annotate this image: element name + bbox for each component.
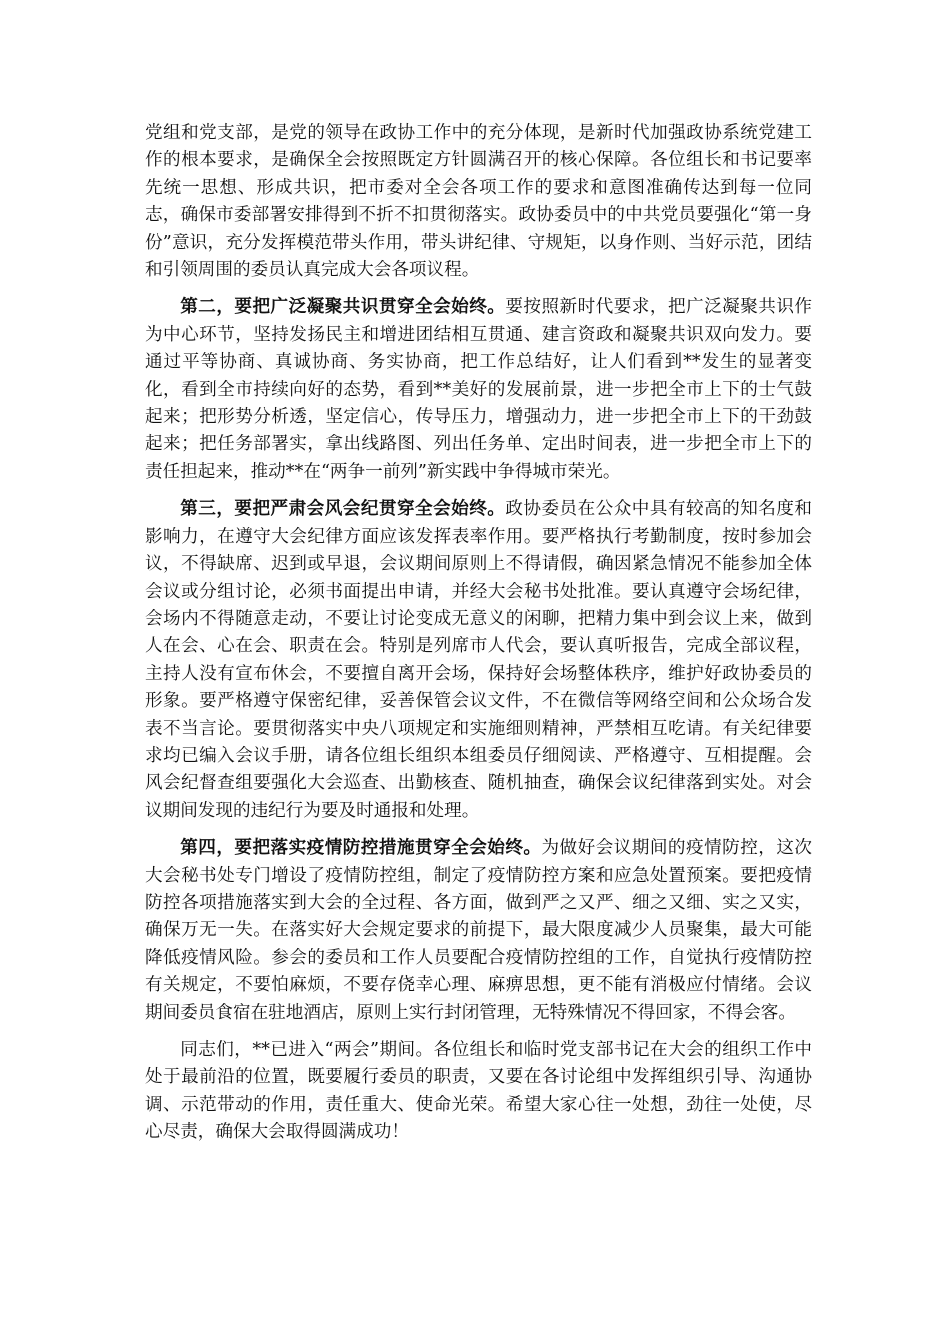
paragraph-text: 为做好会议期间的疫情防控，这次大会秘书处专门增设了疫情防控组，制定了疫情防控方案和应急处置预案。要把疫情防控各项措施落实到大会的全过程、各方面，做到严之又严、细之又细、实之又实，确保万无一失。在落实好大会规定要求的前提下，最大限度减少人员聚集，最大可能降低疫情风险。参会的委员和工作人员要配合疫情防控组的工作，自觉执行疫情防控有关规定，不要怕麻烦，不要存侥幸心理、麻痹思想，更不能有消极应付情绪。会议期间委员食宿在驻地酒店，原则上实行封闭管理，无特殊情况不得回家，不得会客。 [145,838,812,1023]
document-body [145,120,812,1157]
paragraph-epidemic-control [145,835,812,1027]
paragraph-consensus [145,294,812,486]
paragraph-lead: 第四，要把落实疫情防控措施贯穿全会始终。 [180,838,542,859]
paragraph-lead: 第三，要把严肃会风会纪贯穿全会始终。 [180,499,506,520]
paragraph-discipline [145,496,812,825]
paragraph-text: 党组和党支部，是党的领导在政协工作中的充分体现，是新时代加强政协系统党建工作的根本要求，是确保全会按照既定方针圆满召开的核心保障。各位组长和书记要率先统一思想、形成共识，把市委对全会各项工作的要求和意图准确传达到每一位同志，确保市委部署安排得到不折不扣贯彻落实。政协委员中的中共党员要强化“第一身份”意识，充分发挥模范带头作用，带头讲纪律、守规矩，以身作则、当好示范，团结和引领周围的委员认真完成大会各项议程。 [145,123,812,281]
paragraph-party-leadership [145,120,812,284]
paragraph-text: 同志们，**已进入“两会”期间。各位组长和临时党支部书记在大会的组织工作中处于最前沿的位置，既要履行委员的职责，又要在各讨论组中发挥组织引导、沟通协调、示范带动的作用，责任重大、使命光荣。希望大家心往一处想，劲往一处使，尽心尽责，确保大会取得圆满成功！ [145,1040,812,1143]
paragraph-text: 要按照新时代要求，把广泛凝聚共识作为中心环节，坚持发扬民主和增进团结相互贯通、建言资政和凝聚共识双向发力。要通过平等协商、真诚协商、务实协商，把工作总结好，让人们看到**发生的显著变化，看到全市持续向好的态势，看到**美好的发展前景，进一步把全市上下的士气鼓起来；把形势分析透，坚定信心，传导压力，增强动力，进一步把全市上下的干劲鼓起来；把任务部署实，拿出线路图、列出任务单、定出时间表，进一步把全市上下的责任担起来，推动**在“两争一前列”新实践中争得城市荣光。 [145,297,812,482]
paragraph-text: 政协委员在公众中具有较高的知名度和影响力，在遵守大会纪律方面应该发挥表率作用。要严格执行考勤制度，按时参加会议，不得缺席、迟到或早退，会议期间原则上不得请假，确因紧急情况不能参加全体会议或分组讨论，必须书面提出申请，并经大会秘书处批准。要认真遵守会场纪律，会场内不得随意走动，不要让讨论变成无意义的闲聊，把精力集中到会议上来，做到人在会、心在会、职责在会。特别是列席市人代会，要认真听报告，完成全部议程，主持人没有宣布休会，不要擅自离开会场，保持好会场整体秩序，维护好政协委员的形象。要严格遵守保密纪律，妥善保管会议文件，不在微信等网络空间和公众场合发表不当言论。要贯彻落实中央八项规定和实施细则精神，严禁相互吃请。有关纪律要求均已编入会议手册，请各位组长组织本组委员仔细阅读、严格遵守、互相提醒。会风会纪督查组要强化大会巡查、出勤核查、随机抽查，确保会议纪律落到实处。对会议期间发现的违纪行为要及时通报和处理。 [145,499,812,821]
paragraph-closing [145,1037,812,1147]
paragraph-lead: 第二，要把广泛凝聚共识贯穿全会始终。 [180,297,506,318]
